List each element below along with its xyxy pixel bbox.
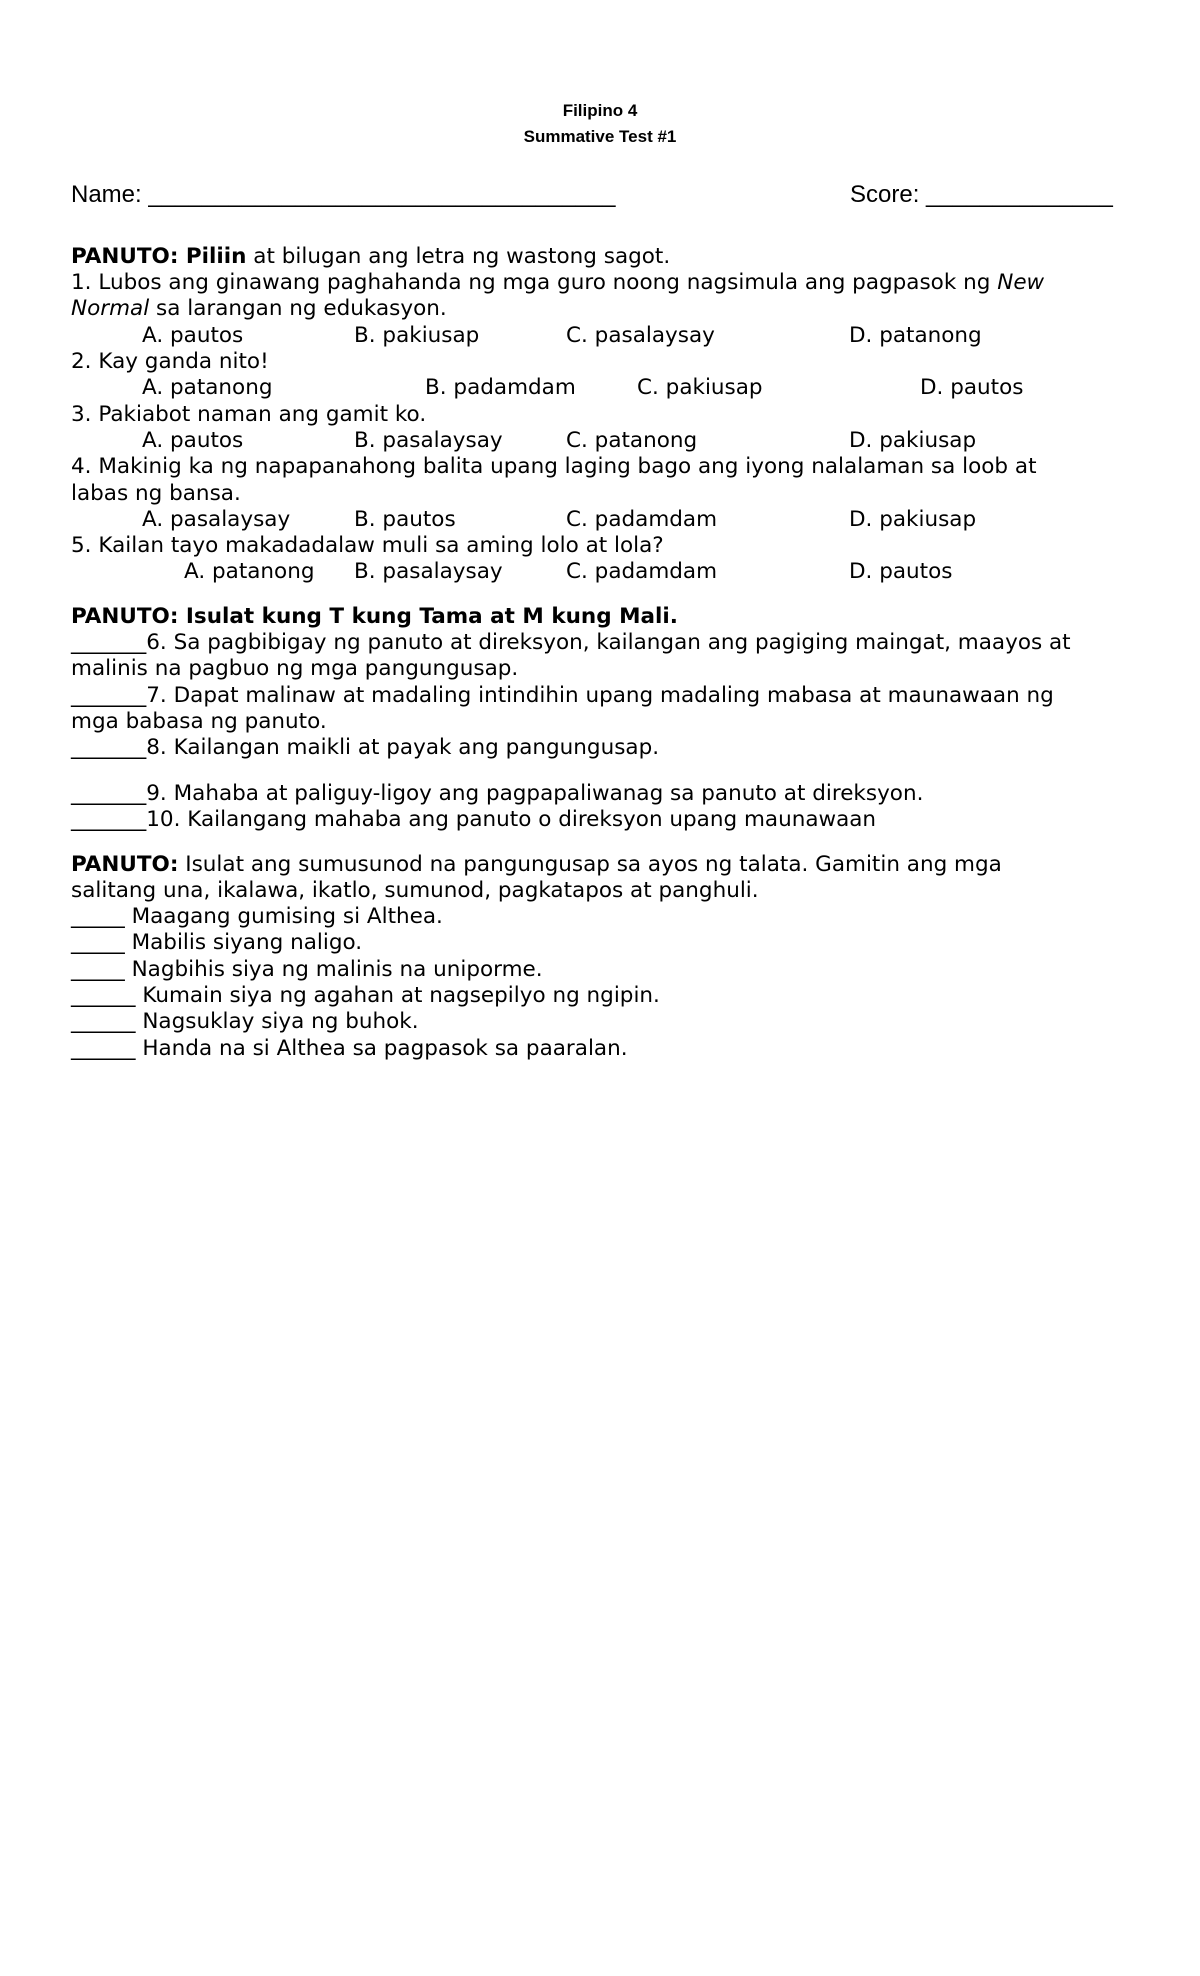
question-1-text-2: sa larangan ng edukasyon. (149, 296, 447, 321)
question-6-line2: malinis na pagbuo ng mga pangungusap. (71, 656, 519, 681)
sequence-item-3: _____ Nagbihis siya ng malinis na uniporme. (71, 957, 543, 982)
q4-option-c: C. padamdam (566, 507, 718, 532)
q1-option-c: C. pasalaysay (566, 323, 715, 348)
name-field: Name: ___________________________________ (71, 181, 616, 208)
score-field: Score: ______________ (850, 181, 1113, 208)
question-1-line2 (71, 296, 447, 322)
sequence-item-2: _____ Mabilis siyang naligo. (71, 930, 363, 955)
question-10: _______10. Kailangang mahaba ang panuto o direksyon upang maunawaan (71, 807, 877, 832)
question-1-line1 (71, 270, 1044, 296)
question-7-line2: mga babasa ng panuto. (71, 709, 327, 734)
question-8: _______8. Kailangan maikli at payak ang pangungusap. (71, 735, 660, 760)
question-6-line1: _______6. Sa pagbibigay ng panuto at direksyon, kailangan ang pagiging maingat, maayos at (71, 630, 1071, 655)
question-1-italic: New (997, 270, 1045, 295)
panuto-part3-line1 (71, 852, 1002, 878)
panuto-part3-rest: Isulat ang sumusunod na pangungusap sa ayos ng talata. Gamitin ang mga (178, 852, 1002, 877)
q1-option-a: A. pautos (142, 323, 244, 348)
q4-option-d: D. pakiusap (849, 507, 977, 532)
question-1-text: 1. Lubos ang ginawang paghahanda ng mga guro noong nagsimula ang pagpasok ng (71, 270, 998, 295)
q1-option-b: B. pakiusap (354, 323, 480, 348)
q2-option-c: C. pakiusap (637, 375, 763, 400)
q5-option-b: B. pasalaysay (354, 559, 503, 584)
question-4-line2: labas ng bansa. (71, 481, 241, 506)
q3-option-c: C. patanong (566, 428, 698, 453)
question-1-italic-2: Normal (71, 296, 150, 321)
q1-option-d: D. patanong (849, 323, 982, 348)
question-9: _______9. Mahaba at paliguy-ligoy ang pagpapaliwanag sa panuto at direksyon. (71, 781, 924, 806)
panuto-part3-bold: PANUTO: (71, 852, 179, 877)
q4-option-b: B. pautos (354, 507, 456, 532)
q3-option-d: D. pakiusap (849, 428, 977, 453)
test-title: Summative Test #1 (523, 127, 677, 146)
sequence-item-5: ______ Nagsuklay siya ng buhok. (71, 1009, 419, 1034)
panuto-part1-rest: at bilugan ang letra ng wastong sagot. (246, 244, 671, 269)
q5-option-a: A. patanong (184, 559, 315, 584)
question-3: 3. Pakiabot naman ang gamit ko. (71, 402, 427, 427)
q2-option-a: A. patanong (142, 375, 273, 400)
q3-option-a: A. pautos (142, 428, 244, 453)
sequence-item-4: ______ Kumain siya ng agahan at nagsepilyo ng ngipin. (71, 983, 660, 1008)
question-2: 2. Kay ganda nito! (71, 349, 269, 374)
question-7-line1: _______7. Dapat malinaw at madaling intindihin upang madaling mabasa at maunawaan ng (71, 683, 1054, 708)
q5-option-c: C. padamdam (566, 559, 718, 584)
q5-option-d: D. pautos (849, 559, 953, 584)
q2-option-b: B. padamdam (425, 375, 576, 400)
question-4-line1: 4. Makinig ka ng napapanahong balita upang laging bago ang iyong nalalaman sa loob at (71, 454, 1037, 479)
question-5: 5. Kailan tayo makadadalaw muli sa aming lolo at lola? (71, 533, 664, 558)
q3-option-b: B. pasalaysay (354, 428, 503, 453)
q2-option-d: D. pautos (920, 375, 1024, 400)
sequence-item-6: ______ Handa na si Althea sa pagpasok sa paaralan. (71, 1036, 628, 1061)
q4-option-a: A. pasalaysay (142, 507, 291, 532)
panuto-part1-bold: PANUTO: Piliin (71, 244, 247, 269)
panuto-part2: PANUTO: Isulat kung T kung Tama at M kung Mali. (71, 604, 678, 629)
sequence-item-1: _____ Maagang gumising si Althea. (71, 904, 443, 929)
panuto-part3-line2: salitang una, ikalawa, ikatlo, sumunod, pagkatapos at panghuli. (71, 878, 759, 903)
subject-title: Filipino 4 (562, 101, 638, 120)
panuto-part1 (71, 244, 670, 270)
